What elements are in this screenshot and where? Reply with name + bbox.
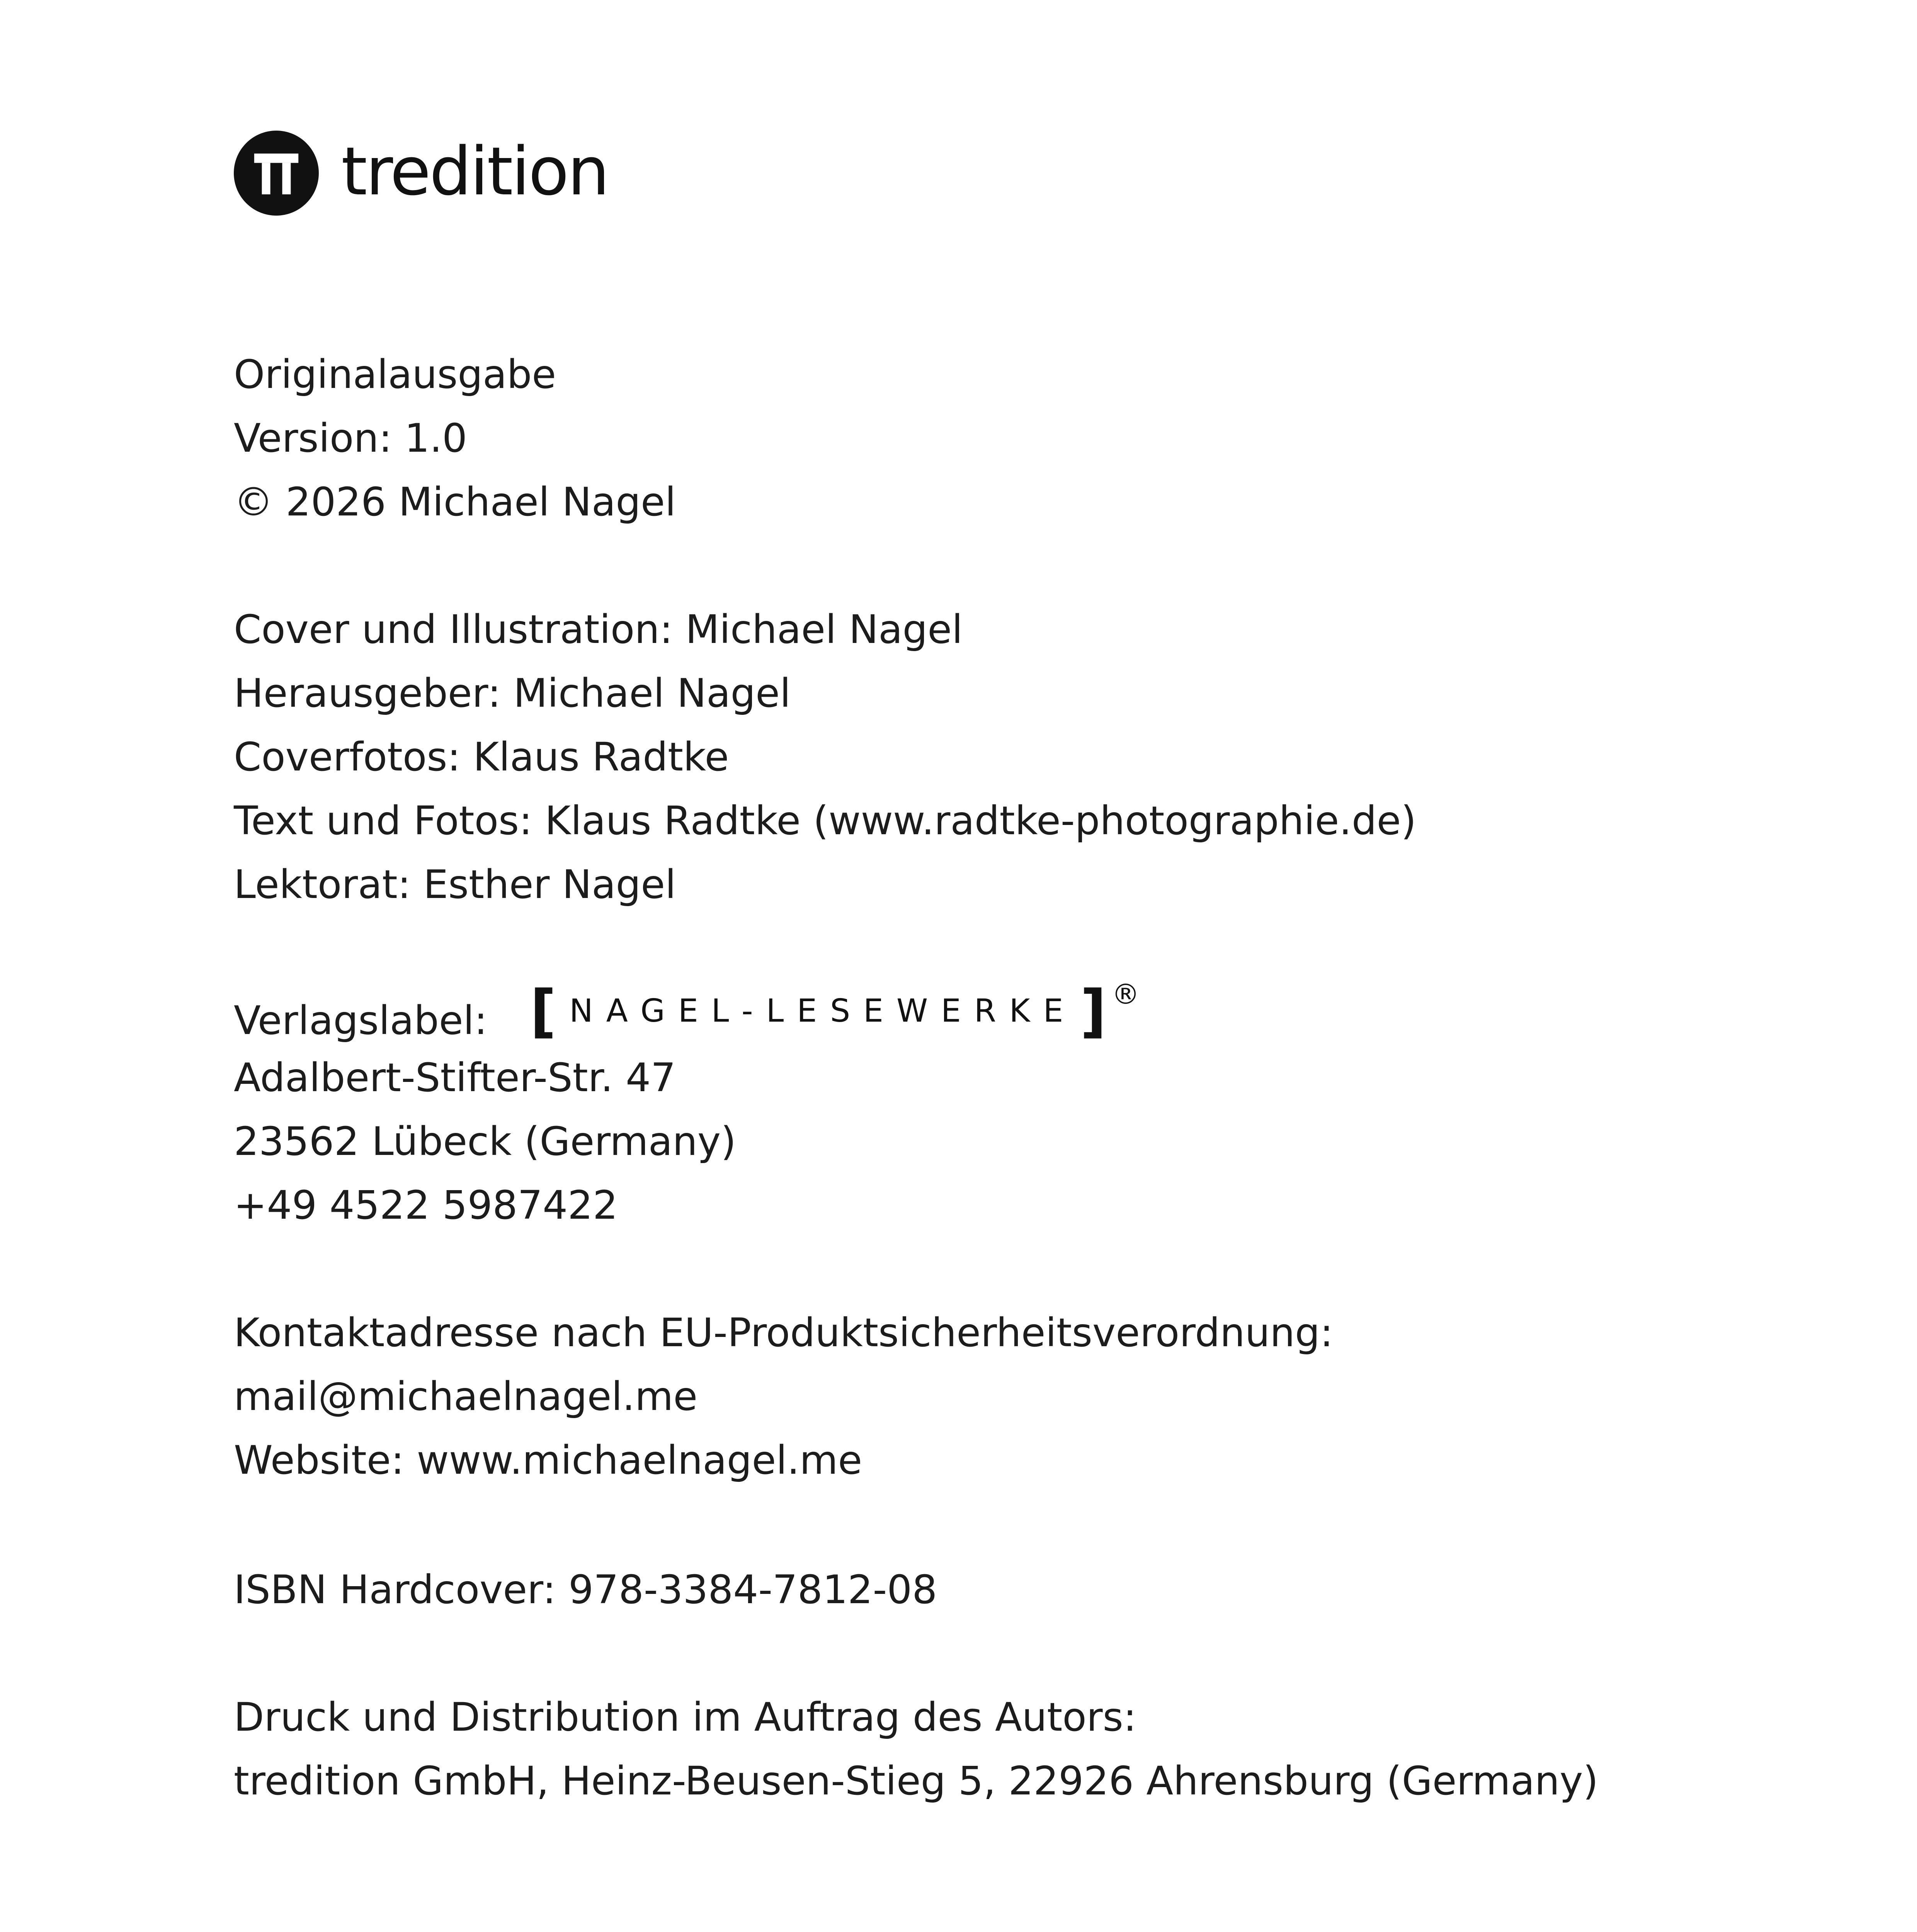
label-bracket-close: ] xyxy=(1080,978,1107,1044)
isbn-line: ISBN Hardcover: 978-3384-7812-08 xyxy=(234,1567,937,1613)
publisher-label-line xyxy=(234,978,1140,1045)
print-address: tredition GmbH, Heinz-Beusen-Stieg 5, 22926 Ahrensburg (Germany) xyxy=(234,1758,1599,1804)
label-city: 23562 Lübeck (Germany) xyxy=(234,1119,737,1165)
tredition-logo-icon xyxy=(234,131,319,216)
contact-heading: Kontaktadresse nach EU-Produktsicherheitsverordnung: xyxy=(234,1310,1334,1356)
edition-version: Version: 1.0 xyxy=(234,415,468,461)
credit-proofreading: Lektorat: Esther Nagel xyxy=(234,862,676,908)
credit-text-photos: Text und Fotos: Klaus Radtke (www.radtke-photographie.de) xyxy=(234,798,1417,844)
label-phone: +49 4522 5987422 xyxy=(234,1182,618,1228)
publisher-logo xyxy=(234,129,608,216)
print-heading: Druck und Distribution im Auftrag des Autors: xyxy=(234,1694,1137,1740)
label-bracket-open: [ xyxy=(530,978,556,1044)
edition-copyright: © 2026 Michael Nagel xyxy=(234,479,676,525)
registered-mark: ® xyxy=(1112,978,1140,1010)
label-brand-name: NAGEL-LESEWERKE xyxy=(569,993,1077,1029)
credit-cover: Cover und Illustration: Michael Nagel xyxy=(234,607,963,653)
credit-cover-photos: Coverfotos: Klaus Radtke xyxy=(234,734,729,780)
credit-editor: Herausgeber: Michael Nagel xyxy=(234,670,791,716)
label-brand-logo xyxy=(530,980,1140,1042)
publisher-name: tredition xyxy=(341,132,608,210)
edition-original: Originalausgabe xyxy=(234,352,556,398)
label-street: Adalbert-Stifter-Str. 47 xyxy=(234,1055,676,1101)
contact-email: mail@michaelnagel.me xyxy=(234,1374,698,1420)
contact-website: Website: www.michaelnagel.me xyxy=(234,1437,862,1483)
label-prefix: Verlagslabel: xyxy=(234,998,488,1044)
